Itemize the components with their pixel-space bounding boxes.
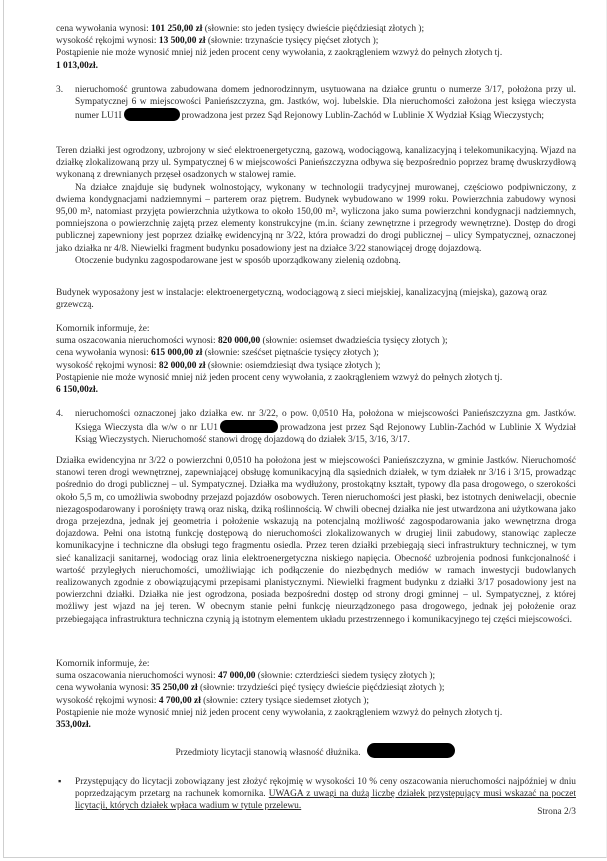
text: Postąpienie nie może wynosić mniej niż jeden procent ceny wywołania, z zaokrągleniem wzwyż do pełnych złotych tj. (56, 707, 503, 718)
text: (słownie: osiemdziesiąt dwa tysiące złotych ); (205, 360, 381, 371)
text: nieruchomość gruntowa zabudowana domem jednorodzinnym, usytuowana na działce gruntu o numerze 3/17, położona przy ul. Sympatycznej 6 w miejscowości Panieńszczyzna, gm. Jastków, woj. lubelskie. Dla nieruchomości założona jest księga wieczysta numer LU1I (75, 85, 576, 122)
text: prowadzona jest przez Sąd Rejonowy Lublin-Zachód w Lublinie X Wydział Ksiąg Wieczystych; (181, 111, 545, 122)
deposit-amount: 4 700,00 zł (158, 695, 201, 706)
warning-text: UWAGA z uwagi na dużą liczbę działek przystępujący musi wskazać na poczet licytacji, których działek wpłaca wadium w tytule przelewu. (75, 789, 577, 812)
text: Postąpienie nie może wynosić mniej niż jeden procent ceny wywołania, z zaokrągleniem wzwyż do pełnych złotych tj. (56, 48, 503, 59)
text: suma oszacowania nieruchomości wynosi: (56, 336, 218, 347)
item-number: 3. (56, 85, 64, 95)
text: cena wywołania wynosi: (56, 24, 152, 34)
deposit-notice (56, 776, 576, 813)
redaction-box (124, 108, 180, 121)
owner-line: Przedmioty licytacji stanowią własność dłużnika. (175, 748, 361, 758)
auction-terms-item2 (56, 23, 576, 72)
item-number: 4. (56, 409, 64, 419)
redaction-box (367, 743, 455, 758)
text: cena wywołania wynosi: (56, 348, 152, 359)
text: Postąpienie nie może wynosić mniej niż jeden procent ceny wywołania, z zaokrągleniem wzwyż do pełnych złotych tj. (56, 372, 503, 383)
text: suma oszacowania nieruchomości wynosi: (56, 671, 218, 682)
property-item-3 (56, 84, 576, 123)
bid-increment: 6 150,00zł. (56, 385, 98, 396)
text: wysokość rękojmi wynosi: (56, 695, 159, 706)
deposit-amount: 82 000,00 zł (158, 360, 206, 371)
text: Komornik informuje, że: (56, 324, 150, 334)
property-item-4 (56, 408, 576, 447)
text: Przystępujący do licytacji zobowiązany jest złożyć rękojmię w wysokości 10 % ceny oszacowania nieruchomości najpóźniej w dniu poprzedzającym przetarg na rachunek komornika. (75, 777, 576, 800)
text: (słownie: sześćset piętnaście tysięcy złotych ); (202, 348, 379, 359)
text: (słownie: trzydzieści pięć tysięcy dwieście pięćdziesiąt złotych ); (197, 683, 445, 694)
paragraph: Na działce znajduje się budynek wolnostojący, wykonany w technologii tradycyjnej murowanej, częściowo podpiwniczony, z dwiema kondygnacjami nadziemnymi – parterem oraz piętrem. Budynek wybudowano w 1999 roku. Powierzchnia zabudowy wynosi 95,00 m², natomiast przyjęta powierzchnia użytkowa to około 150,00 m², wyliczona jako suma powierzchni kondygnacji nadziemnych, pomniejszona o powierzchnię zajętą przez elementy konstrukcyjne (m.in. ściany zewnętrzne i przegrody wewnętrzne). Dostęp do drogi publicznej zapewniony jest poprzez działkę ewidencyjną nr 3/22, która prowadzi do drogi publicznej – ulicy Sympatycznej, oznaczonej jako działka nr 4/8. Niewielki fragment budynku posadowiony jest na działce 3/22 stanowiącej drogę dojazdową. (56, 182, 576, 254)
text: (słownie: osiemset dwadzieścia tysięcy złotych ); (260, 336, 448, 347)
paragraph: Budynek wyposażony jest w instalacje: elektroenergetyczną, wodociągową z sieci miejskiej, kanalizacyjną (miejska), gazową oraz grzewczą. (56, 288, 547, 311)
text: (słownie: sto jeden tysięcy dwieście pięćdziesiąt złotych ); (202, 24, 425, 34)
starting-price: 615 000,00 zł (151, 348, 203, 359)
text: wysokość rękojmi wynosi: (56, 36, 159, 47)
bid-increment: 1 013,00zł. (56, 60, 98, 71)
text: Komornik informuje, że: (56, 659, 150, 669)
text: wysokość rękojmi wynosi: (56, 360, 159, 371)
text: cena wywołania wynosi: (56, 683, 152, 694)
property-description (56, 145, 576, 267)
starting-price: 35 250,00 zł (151, 683, 198, 694)
bid-increment: 353,00zł. (56, 720, 91, 731)
text: (słownie: cztery tysiące siedemset złotych ); (200, 695, 369, 706)
owner-line-row (56, 743, 576, 759)
bailiff-info-2 (56, 658, 576, 731)
page-number: Strona 2/3 (537, 807, 576, 817)
text: prowadzona jest przez Sąd Rejonowy Lublin-Zachód w Lublinie X Wydział Ksiąg Wieczystych. Nieruchomość stanowi drogę dojazdową do działek 3/15, 3/16, 3/17. (75, 423, 576, 446)
text: (słownie: czterdzieści siedem tysięcy złotych ); (255, 671, 436, 682)
paragraph: Teren działki jest ogrodzony, uzbrojony w sieć elektroenergetyczną, gazową, wodociągową, kanalizacyjną i telekomunikacyjną. Wjazd na działkę zlokalizowaną przy ul. Sympatycznej 6 w miejscowości Panieńszczyzna odbywa się bezpośrednio poprzez bramę dwuskrzydłową wykonaną z drewnianych przęseł osadzonych w stalowej ramie. (56, 146, 576, 181)
bullet-icon: ▪ (58, 777, 62, 787)
valuation: 47 000,00 (217, 671, 256, 682)
text: nieruchomości oznaczonej jako działka ew. nr 3/22, o pow. 0,0510 Ha, położona w miejscowości Panieńszczyzna gm. Jastków. Księga Wieczysta dla w/w o nr LU1 (75, 409, 576, 434)
deposit-amount: 13 500,00 zł (158, 36, 206, 47)
paragraph: Otoczenie budynku zagospodarowane jest w sposób uporządkowany zielenią ozdobną. (75, 255, 401, 266)
text: (słownie: trzynaście tysięcy pięćset złotych ); (205, 36, 379, 47)
valuation: 820 000,00 (217, 336, 261, 347)
bailiff-info-1 (56, 323, 576, 396)
plot-description: Działka ewidencyjna nr 3/22 o powierzchni 0,0510 ha położona jest w miejscowości Panieńszczyzna, w gminie Jastków. Nieruchomość stanowi teren drogi wewnętrznej, zapewniającej obsługę komunikacyjną dla sąsiednich działek, w tym działek nr 3/16 i 3/15, prowadząc pośrednio do drogi publicznej – ul. Sympatycznej. Działka ma wydłużony, prostokątny kształt, typowy dla pasa drogowego, o szerokości około 5,5 m, co umożliwia swobodny przejazd pojazdów osobowych. Teren nieruchomości jest płaski, bez istotnych deniwelacji, obecnie niezagospodarowany i porośnięty trawą oraz niską, dziką roślinnością. W chwili obecnej działka nie jest utwardzona ani użytkowana jako droga przejezdna, jednak jej geometria i położenie wskazują na potencjalną możliwość zagospodarowania jako wewnętrzna droga dojazdowa. Pełni ona istotną funkcję dostępową do nieruchomości zlokalizowanych w drugiej linii zabudowy, stanowiąc zaplecze komunikacyjne i techniczne dla obsługi tego fragmentu osiedla. Przez teren działki przebiegają sieci infrastruktury technicznej, w tym sieć kanalizacji sanitarnej, wodociąg oraz linia elektroenergetyczna niskiego napięcia. Obecność uzbrojenia podnosi funkcjonalność i wartość przyległych nieruchomości, umożliwiając ich podłączenie do niezbędnych mediów w ramach inwestycji budowlanych realizowanych zgodnie z obowiązującymi przepisami planistycznymi. Niewielki fragment budynku z działki 3/17 posadowiony jest na powierzchni działki. Działka nie jest ogrodzona, posiada bezpośredni dostęp od strony drogi gminnej – ul. Sympatycznej, z której możliwy jest wjazd na jej teren. W obecnym stanie pełni funkcję nieurządzonego pasa drogowego, jednak jej położenie oraz przebiegająca infrastruktura techniczna czynią ją istotnym elementem układu przestrzennego i komunikacyjnego tej części miejscowości. (56, 456, 576, 625)
redaction-box (220, 420, 278, 433)
starting-price: 101 250,00 zł (151, 24, 203, 34)
